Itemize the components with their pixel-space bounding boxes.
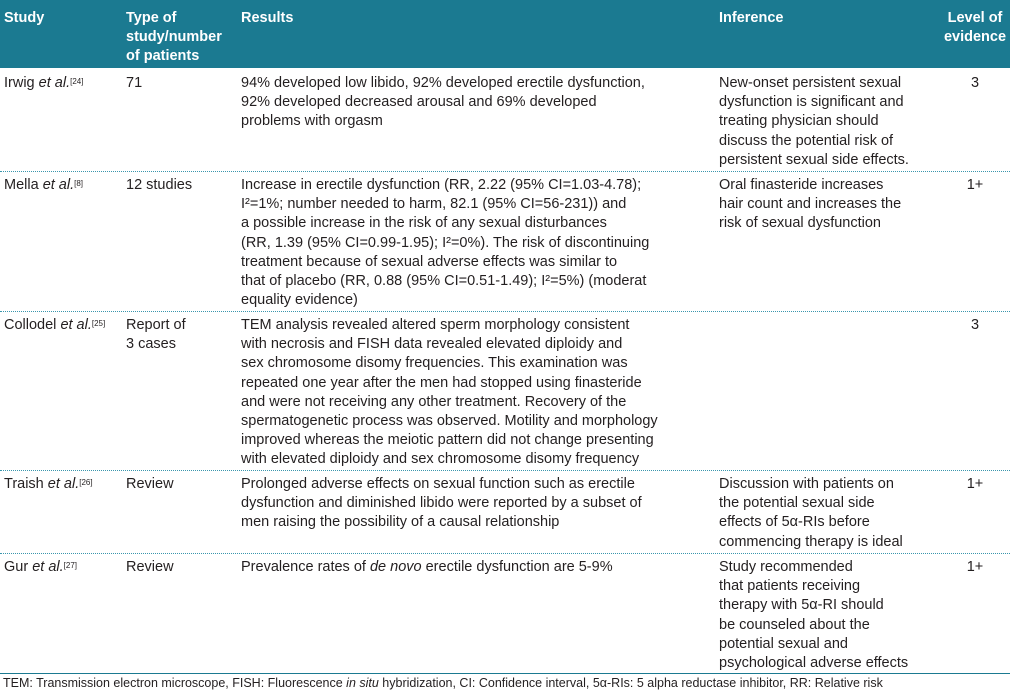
results-cell: Increase in erectile dysfunction (RR, 2.22 (95% CI=1.03-4.78); I²=1%; number needed to harm, 82.1 (95% CI=56-231)) and a possible increase in the risk of any sexual disturbances (RR, 1.39 (95% CI=0.99-1.95); I²=0%). The risk of discontinuing treatment because of sexual adverse effects was similar to that of placebo (RR, 0.88 (95% CI=0.51-1.49); I²=5%) (moderat equality evidence) (241, 177, 650, 309)
inference-cell: Oral finasteride increases hair count and increases the risk of sexual dysfunction (719, 177, 902, 232)
type-cell: Review (126, 476, 174, 492)
level-cell: 3 (970, 75, 980, 91)
study-cell: Irwig et al.[24] (4, 75, 84, 91)
row-divider (0, 553, 1010, 554)
level-cell: 1+ (966, 177, 984, 193)
table-footnote: TEM: Transmission electron microscope, FISH: Fluorescence in situ hybridization, CI: Confidence interval, 5α-RIs: 5 alpha reductase inhibitor, RR: Relative risk (3, 676, 883, 690)
results-cell: TEM analysis revealed altered sperm morphology consistent with necrosis and FISH data revealed elevated diploidy and sex chromosome disomy frequencies. This examination was repeated one year after the men had stopped using finasteride and were not receiving any other treatment. Recovery of the spermatogenetic process was observed. Motility and morphology improved whereas the meiotic pattern did not change presenting with elevated diploidy and sex chromosome disomy frequency (241, 317, 658, 468)
col-header-inference: Inference (719, 10, 784, 26)
col-header-study: Study (4, 10, 45, 26)
row-divider (0, 171, 1010, 172)
col-header-results: Results (241, 10, 294, 26)
level-cell: 1+ (966, 476, 984, 492)
type-cell: Report of 3 cases (126, 317, 186, 353)
inference-cell: Study recommended that patients receiving therapy with 5α-RI should be counseled about the potential sexual and psychological adverse effects (719, 559, 909, 672)
inference-cell: New-onset persistent sexual dysfunction is significant and treating physician should discuss the potential risk of persistent sexual side effects. (719, 75, 909, 168)
row-divider (0, 311, 1010, 312)
results-cell: Prolonged adverse effects on sexual function such as erectile dysfunction and diminished libido were reported by a subset of men raising the possibility of a causal relationship (241, 476, 642, 531)
study-cell: Mella et al.[8] (4, 177, 84, 193)
study-cell: Collodel et al.[25] (4, 317, 106, 333)
study-cell: Gur et al.[27] (4, 559, 77, 575)
level-cell: 1+ (966, 559, 984, 575)
col-header-level: Level of evidence (943, 10, 1007, 45)
row-divider (0, 470, 1010, 471)
table-header (0, 0, 1010, 68)
level-cell: 3 (970, 317, 980, 333)
type-cell: 71 (126, 75, 143, 91)
type-cell: 12 studies (126, 177, 193, 193)
col-header-type: Type of study/number of patients (126, 10, 222, 64)
inference-cell: Discussion with patients on the potential sexual side effects of 5α-RIs before commencing therapy is ideal (719, 476, 903, 550)
type-cell: Review (126, 559, 174, 575)
results-cell: 94% developed low libido, 92% developed erectile dysfunction, 92% developed decreased arousal and 69% developed problems with orgasm (241, 75, 645, 130)
results-cell: Prevalence rates of de novo erectile dysfunction are 5-9% (241, 559, 613, 575)
table-bottom-rule (0, 673, 1010, 674)
study-cell: Traish et al.[26] (4, 476, 93, 492)
